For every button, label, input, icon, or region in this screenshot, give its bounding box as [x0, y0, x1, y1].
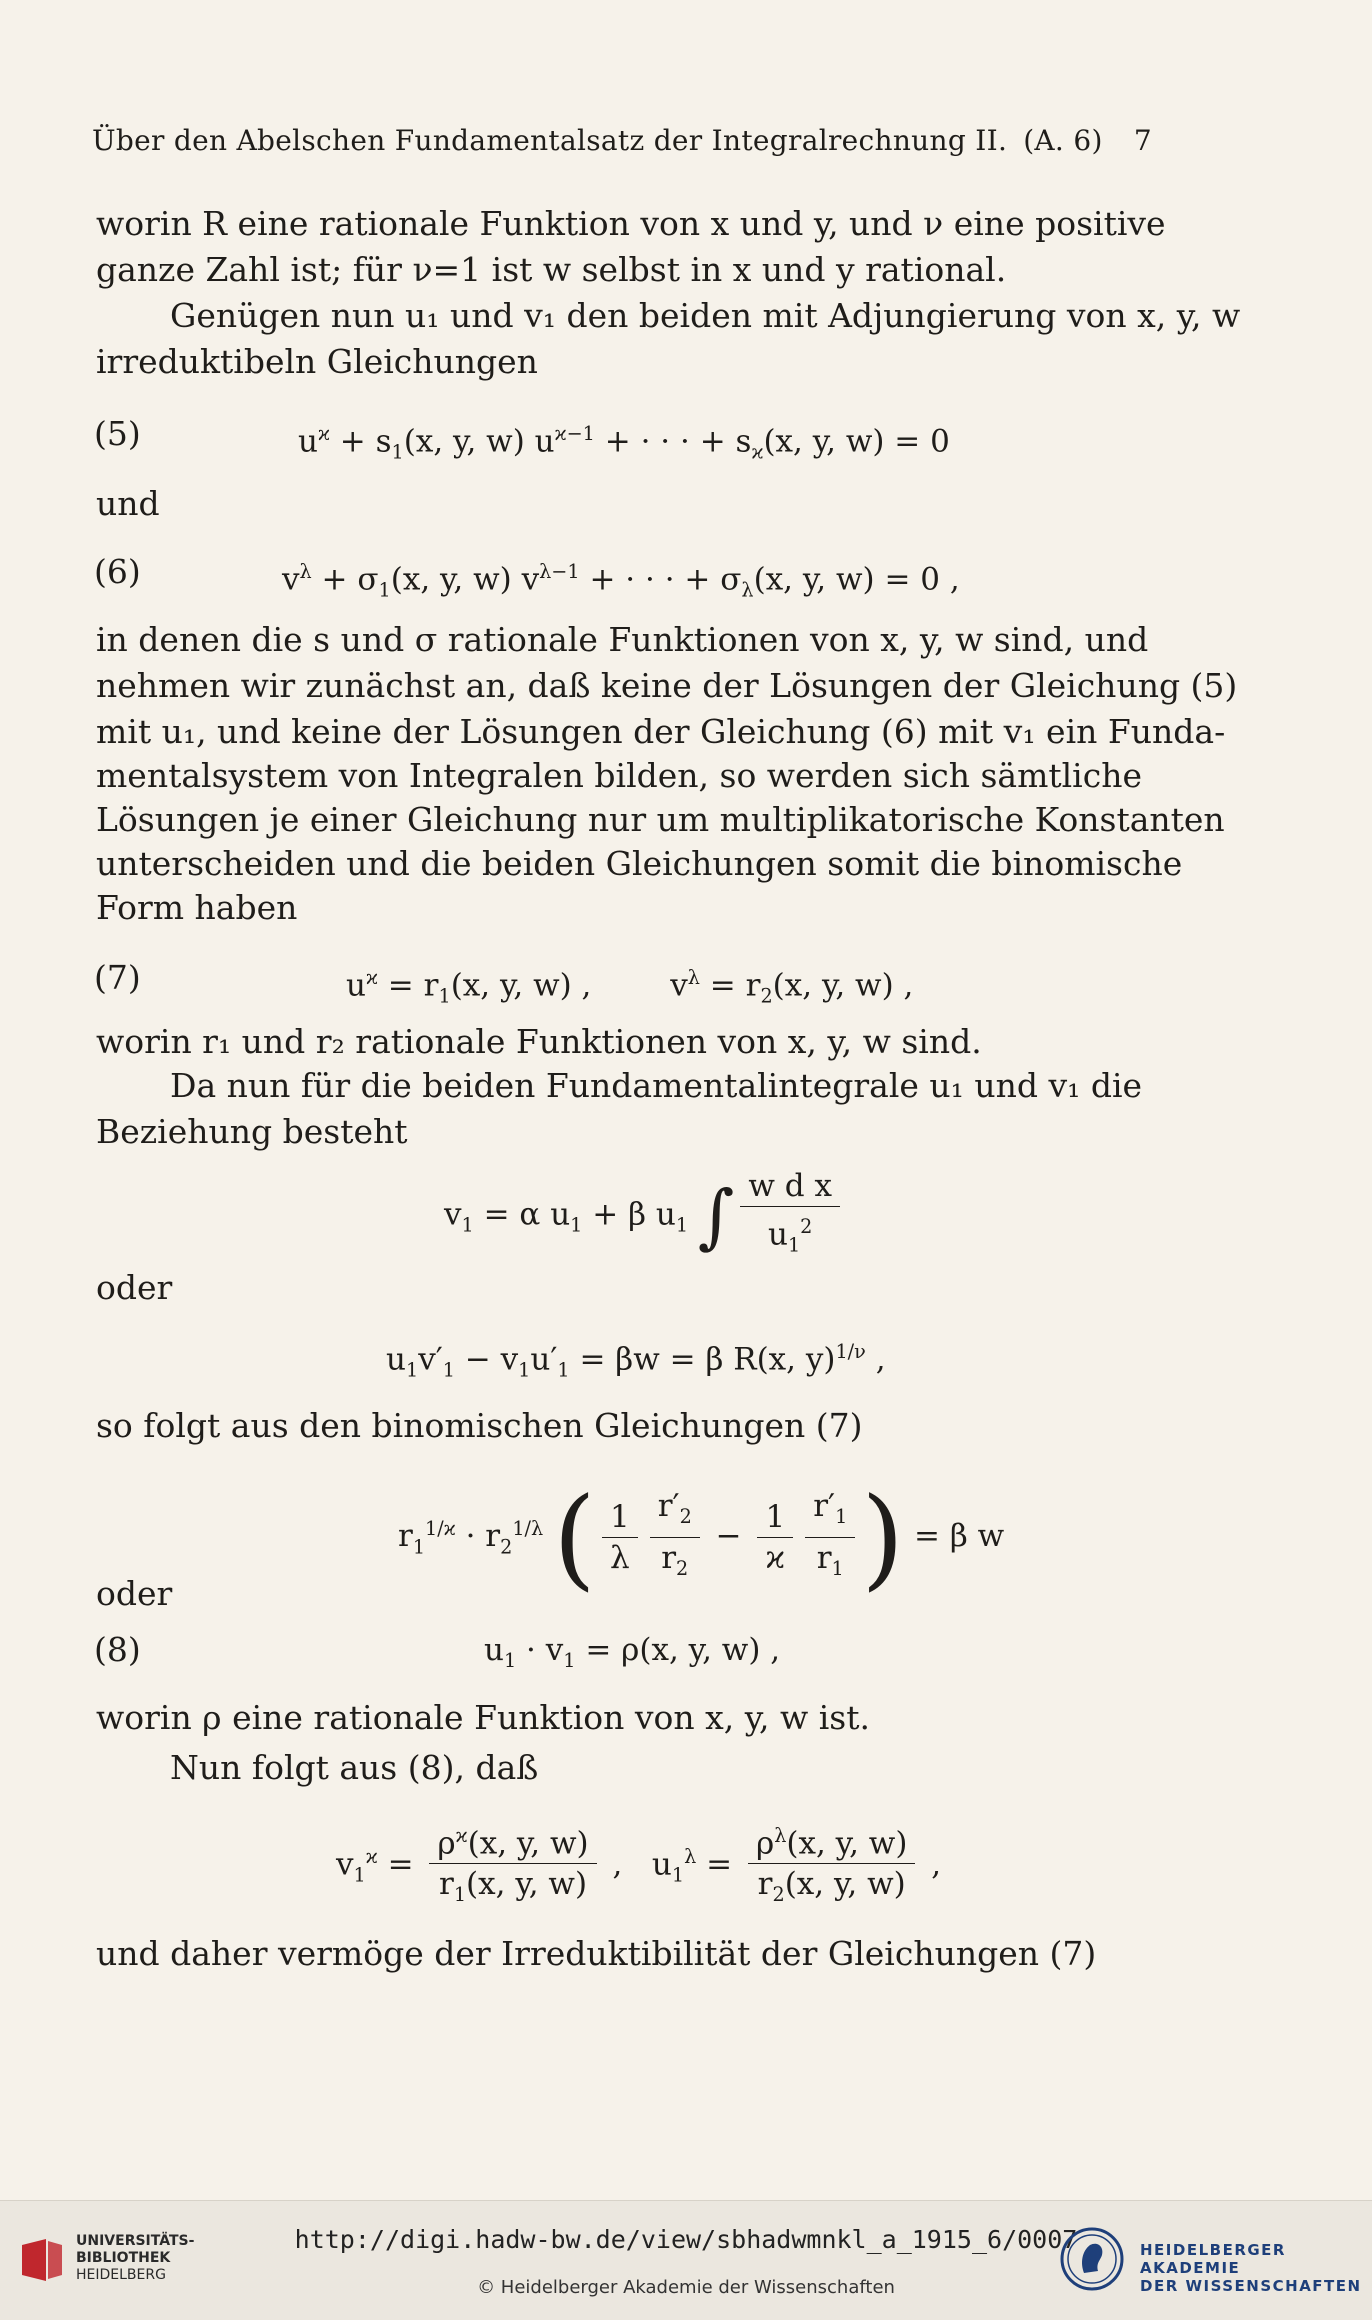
text-line: oder: [96, 1574, 173, 1613]
text-line: oder: [96, 1268, 173, 1307]
academy-seal-icon: [1060, 2227, 1124, 2291]
wronskian-relation: $u_1v'_1 - v_1u'_1 = \beta w = \beta$ R(x, y)$^{1/\nu}$ ,: [386, 1340, 886, 1382]
text-line: und: [96, 484, 160, 523]
header-title: Über den Abelschen Fundamentalsatz der Integralrechnung II.: [92, 124, 1008, 157]
document-url[interactable]: http://digi.hadw-bw.de/view/sbhadwmnkl_a_1915_6/0007: [294, 2225, 1078, 2254]
integral-relation: $v_1 = \alpha$ $u_1 + \beta$ $u_1$ ∫ $\frac{\text{w d x}}{u_1^2}$: [444, 1166, 846, 1266]
footer-bar: [0, 2200, 1372, 2320]
binomial-relation: $r_1^{1/ϰ} \cdot r_2^{1/\lambda}$ ( $\frac{1}{\lambda}$ $\frac{r'_2}{r_2}$ − $\frac{1}{ϰ}$ $\frac{r'_1}{r_1}$ ) = β w: [398, 1473, 1005, 1602]
text-line: Lösungen je einer Gleichung nur um multiplikatorische Konstanten: [96, 800, 1225, 839]
text-line: und daher vermöge der Irreduktibilität der Gleichungen (7): [96, 1934, 1097, 1973]
text-line: so folgt aus den binomischen Gleichungen (7): [96, 1406, 863, 1445]
equation-number-7: (7): [94, 958, 141, 997]
text-line: worin r₁ und r₂ rationale Funktionen von x, y, w sind.: [96, 1022, 982, 1061]
equation-number-5: (5): [94, 414, 141, 453]
text-line: ganze Zahl ist; für ν=1 ist w selbst in x und y rational.: [96, 250, 1007, 289]
text-line: irreduktibeln Gleichungen: [96, 342, 538, 381]
running-header: [92, 124, 1152, 157]
text-line: worin R eine rationale Funktion von x und y, und ν eine positive: [96, 204, 1166, 243]
header-ref: (A. 6): [1023, 124, 1103, 157]
text-line: mit u₁, und keine der Lösungen der Gleichung (6) mit v₁ ein Funda-: [96, 712, 1226, 751]
equation-6: $v^\lambda + \sigma_1(x$, y, w) $v^{\lambda-1}$ + · · · + $\sigma_\lambda(x$, y, w) = 0 ,: [282, 560, 960, 602]
text-line: Genügen nun u₁ und v₁ den beiden mit Adjungierung von x, y, w: [170, 296, 1241, 335]
text-line: in denen die s und σ rationale Funktionen von x, y, w sind, und: [96, 620, 1149, 659]
equation-number-6: (6): [94, 552, 141, 591]
equation-number-8: (8): [94, 1630, 141, 1669]
text-line: nehmen wir zunächst an, daß keine der Lösungen der Gleichung (5): [96, 666, 1238, 705]
equation-8: $u_1 \cdot v_1 = \rho(x$, y, w) ,: [484, 1632, 781, 1673]
copyright-notice: © Heidelberger Akademie der Wissenschaften: [477, 2277, 895, 2298]
text-line: Form haben: [96, 888, 298, 927]
equation-5: $u^ϰ + s_1(x$, y, w) $u^{ϰ-1}$ + · · · + $s_ϰ(x$, y, w) = 0: [298, 422, 950, 464]
text-line: worin ρ eine rationale Funktion von x, y, w ist.: [96, 1698, 870, 1737]
text-line: mentalsystem von Integralen bilden, so werden sich sämtliche: [96, 756, 1142, 795]
text-line: unterscheiden und die beiden Gleichungen somit die binomische: [96, 844, 1183, 883]
final-relation: $v_1^ϰ$ = $\frac{\rho^ϰ(x, y, w)}{r_1(x, y, w)}$ , $u_1^\lambda$ = $\frac{\rho^\lambda(x, y, w)}{r_2(x, y, w)}$ ,: [336, 1816, 941, 1916]
text-line: Da nun für die beiden Fundamentalintegrale u₁ und v₁ die: [170, 1066, 1143, 1105]
text-line: Nun folgt aus (8), daß: [170, 1748, 539, 1787]
university-library-name: UNIVERSITÄTS- BIBLIOTHEK HEIDELBERG: [76, 2233, 195, 2283]
text-line: Beziehung besteht: [96, 1112, 408, 1151]
page-number: 7: [1133, 124, 1152, 157]
academy-name: HEIDELBERGER AKADEMIE DER WISSENSCHAFTEN: [1140, 2241, 1362, 2295]
equation-7: $u^ϰ = r_1(x$, y, w) , $v^\lambda = r_2(x$, y, w) ,: [346, 966, 914, 1008]
